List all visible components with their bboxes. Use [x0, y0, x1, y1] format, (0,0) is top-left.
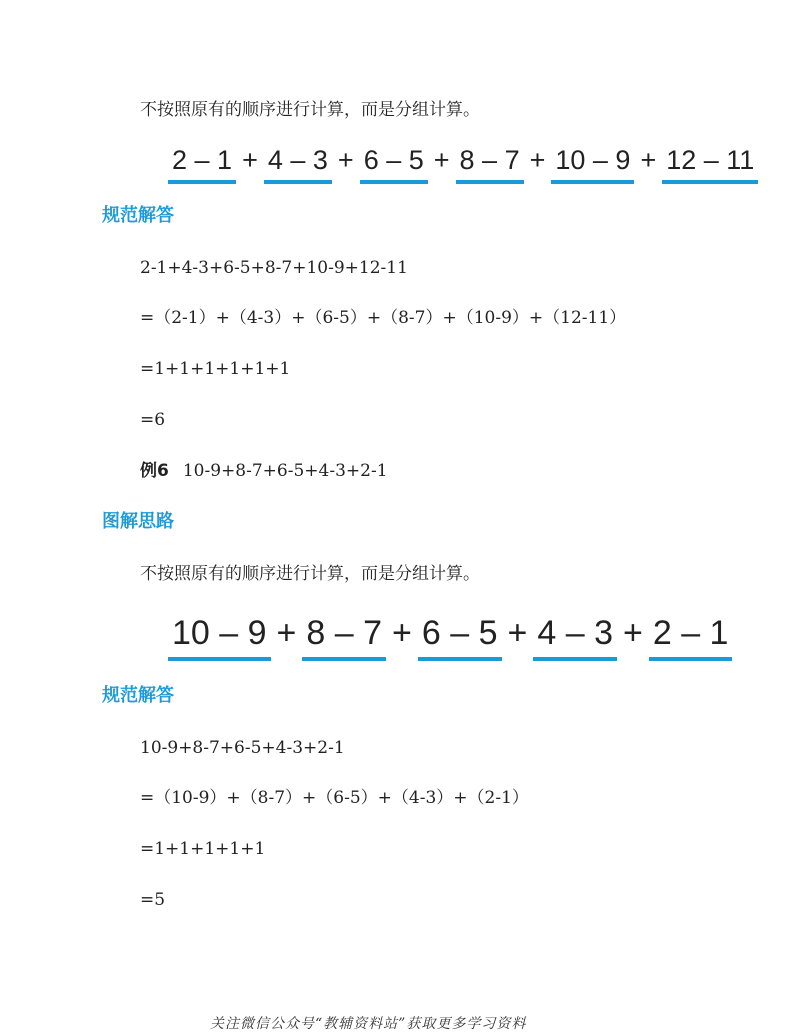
- diagram-heading: 图解思路: [102, 511, 174, 532]
- plus-operator: +: [392, 614, 412, 652]
- example-6: [140, 460, 388, 482]
- grouped-expression-2: [168, 614, 732, 661]
- expression-group: 2 – 1: [649, 614, 733, 661]
- plus-operator: +: [622, 614, 643, 652]
- plus-operator: +: [276, 614, 297, 652]
- expression-group: 12 – 11: [662, 145, 758, 184]
- grouped-expression-1: [168, 145, 758, 184]
- expression-group: 6 – 5: [418, 614, 502, 661]
- example-label: 例6: [140, 461, 169, 481]
- solution-heading-1: 规范解答: [102, 205, 174, 226]
- intro-text-2: 不按照原有的顺序进行计算，而是分组计算。: [140, 564, 480, 584]
- expression-group: 4 – 3: [264, 145, 332, 184]
- expression-group: 8 – 7: [302, 614, 386, 661]
- expression-group: 2 – 1: [168, 145, 236, 184]
- expression-group: 6 – 5: [360, 145, 428, 184]
- plus-operator: +: [640, 145, 657, 175]
- solution-line: =5: [140, 890, 166, 910]
- plus-operator: +: [529, 145, 546, 175]
- footer-watermark: 关注微信公众号“教辅资料站”获取更多学习资料: [210, 1016, 527, 1032]
- expression-group: 4 – 3: [533, 614, 617, 661]
- solution-line: =（10-9）+（8-7）+（6-5）+（4-3）+（2-1）: [140, 788, 529, 808]
- solution-line: =6: [140, 410, 166, 430]
- example-problem: 10-9+8-7+6-5+4-3+2-1: [182, 461, 388, 481]
- solution-heading-2: 规范解答: [102, 685, 174, 706]
- solution-line: =1+1+1+1+1: [140, 839, 266, 859]
- solution-line: 2-1+4-3+6-5+8-7+10-9+12-11: [140, 258, 408, 278]
- solution-line: =（2-1）+（4-3）+（6-5）+（8-7）+（10-9）+（12-11）: [140, 308, 627, 328]
- expression-group: 10 – 9: [168, 614, 271, 661]
- expression-group: 10 – 9: [551, 145, 634, 184]
- plus-operator: +: [242, 145, 258, 175]
- solution-line: =1+1+1+1+1+1: [140, 359, 291, 379]
- intro-text-1: 不按照原有的顺序进行计算，而是分组计算。: [140, 100, 480, 120]
- plus-operator: +: [433, 145, 450, 175]
- solution-line: 10-9+8-7+6-5+4-3+2-1: [140, 738, 345, 758]
- expression-group: 8 – 7: [456, 145, 524, 184]
- plus-operator: +: [507, 614, 528, 652]
- plus-operator: +: [337, 145, 354, 175]
